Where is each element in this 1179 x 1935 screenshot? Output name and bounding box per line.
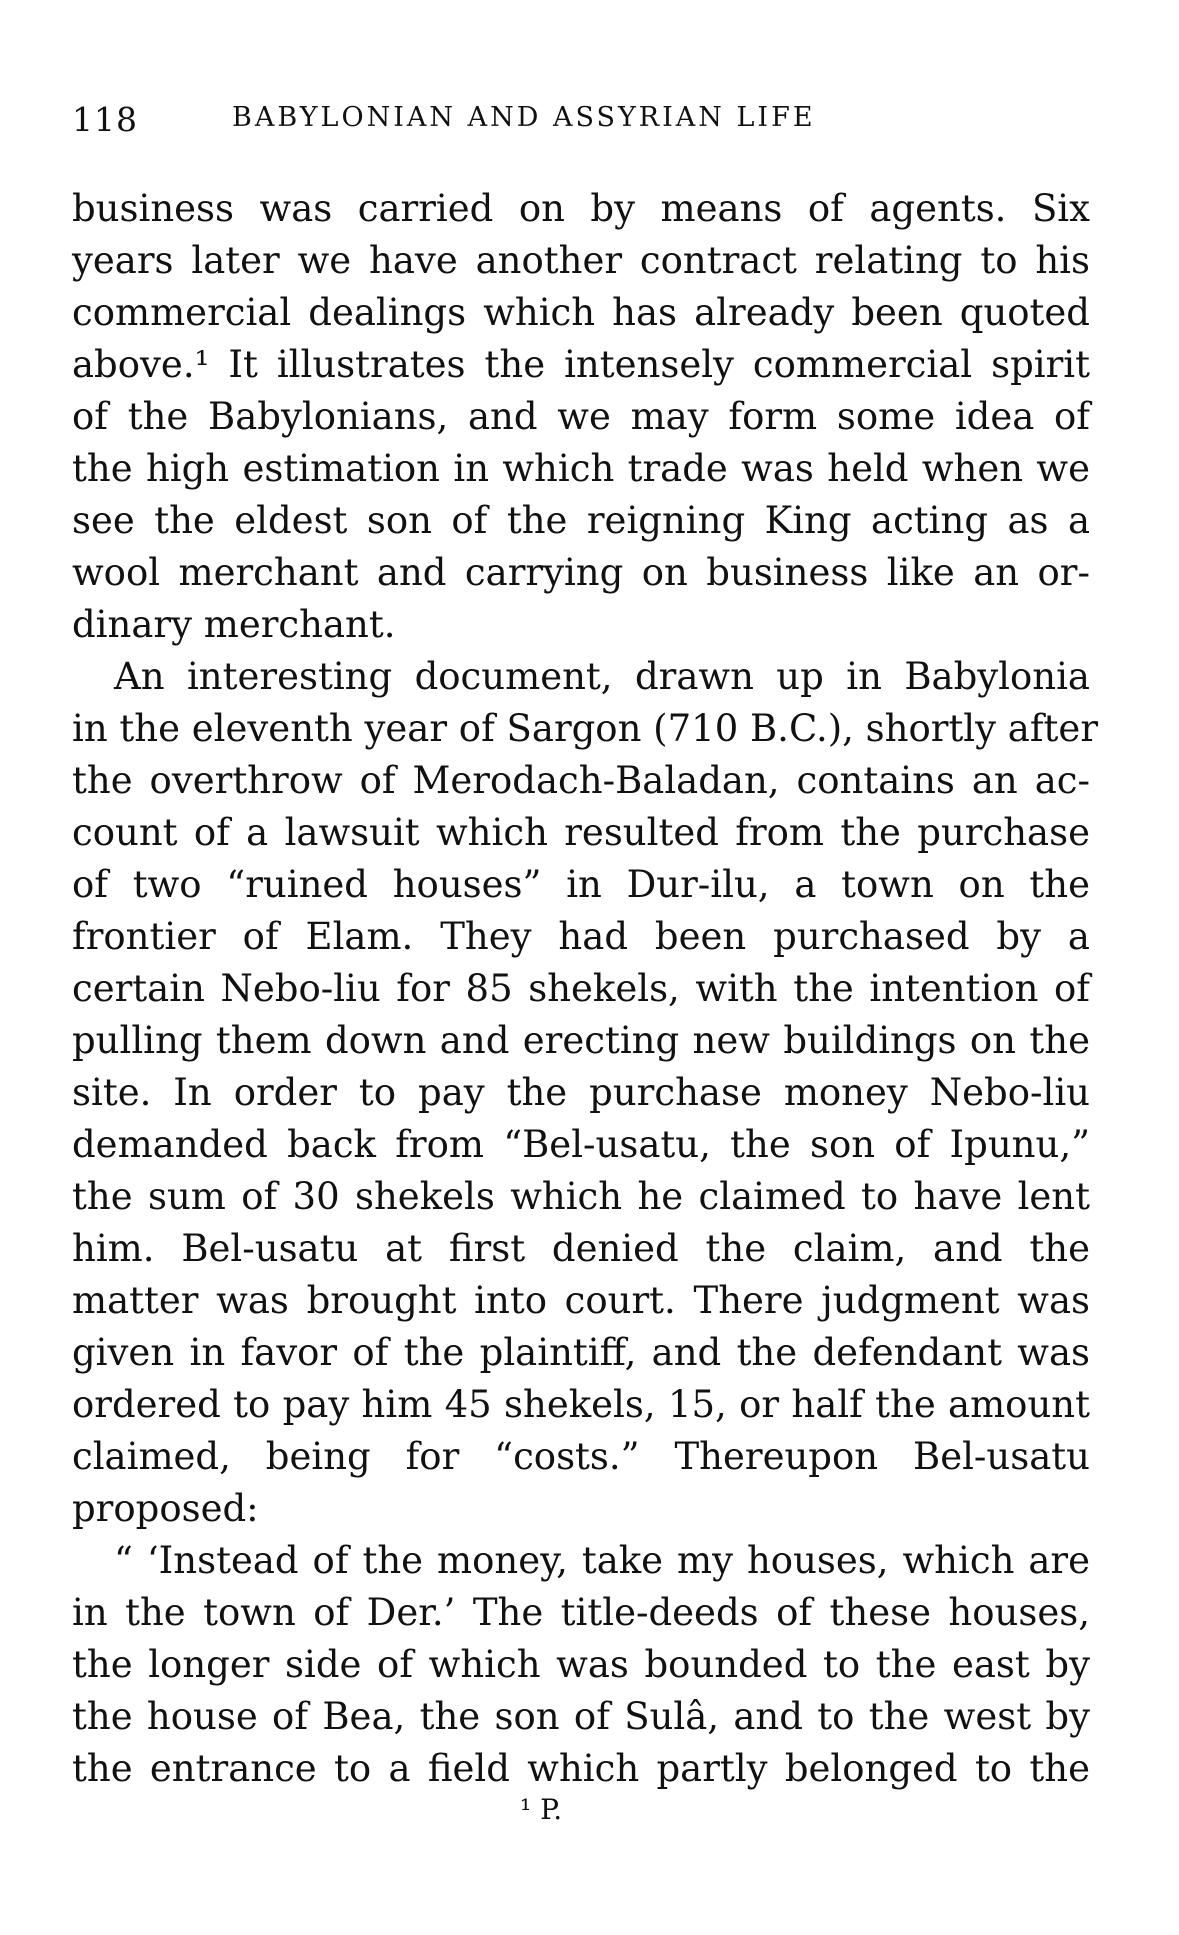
text-line: certain Nebo-liu for 85 shekels, with the intention of xyxy=(72,967,1090,1010)
body-text xyxy=(72,183,1099,1795)
text-line: him. Bel-usatu at first denied the claim, and the xyxy=(72,1227,1090,1270)
text-line: frontier of Elam. They had been purchased by a xyxy=(72,915,1090,958)
text-line: given in favor of the plaintiff, and the defendant was xyxy=(72,1331,1090,1374)
text-line: demanded back from “Bel-usatu, the son of Ipunu,” xyxy=(72,1123,1090,1166)
text-line: commercial dealings which has already been quoted xyxy=(72,291,1090,334)
text-line: the high estimation in which trade was held when we xyxy=(72,447,1090,490)
page-header xyxy=(72,100,1072,150)
text-line: the overthrow of Merodach-Baladan, contains an ac- xyxy=(72,759,1090,802)
text-line: An interesting document, drawn up in Babylonia xyxy=(114,655,1090,698)
text-line: the sum of 30 shekels which he claimed to have lent xyxy=(72,1175,1090,1218)
text-line: above.¹ It illustrates the intensely commercial spirit xyxy=(72,343,1090,386)
footnote: ¹ P. xyxy=(520,1793,563,1826)
text-line: “ ‘Instead of the money, take my houses, which are xyxy=(114,1539,1090,1582)
text-line: site. In order to pay the purchase money Nebo-liu xyxy=(72,1071,1090,1114)
text-line: in the town of Der.’ The title-deeds of these houses, xyxy=(72,1591,1090,1634)
text-line: ordered to pay him 45 shekels, 15, or half the amount xyxy=(72,1383,1090,1426)
text-line: years later we have another contract relating to his xyxy=(72,239,1090,282)
text-line: of two “ruined houses” in Dur-ilu, a town on the xyxy=(72,863,1090,906)
text-line: the house of Bea, the son of Sulâ, and to the west by xyxy=(72,1695,1090,1738)
text-line: matter was brought into court. There judgment was xyxy=(72,1279,1090,1322)
text-line: the longer side of which was bounded to the east by xyxy=(72,1643,1090,1686)
text-line: see the eldest son of the reigning King acting as a xyxy=(72,499,1090,542)
text-line: wool merchant and carrying on business like an or- xyxy=(72,551,1090,594)
text-line: count of a lawsuit which resulted from the purchase xyxy=(72,811,1090,854)
page-number: 118 xyxy=(72,100,138,139)
text-line: in the eleventh year of Sargon (710 B.C.), shortly after xyxy=(72,707,1099,750)
text-line: dinary merchant. xyxy=(72,603,396,646)
text-line: pulling them down and erecting new buildings on the xyxy=(72,1019,1090,1062)
running-title: BABYLONIAN AND ASSYRIAN LIFE xyxy=(232,102,816,133)
text-line: proposed: xyxy=(72,1487,259,1530)
text-line: claimed, being for “costs.” Thereupon Bel-usatu xyxy=(72,1435,1090,1478)
text-line: the entrance to a field which partly belonged to the xyxy=(72,1747,1090,1790)
text-line: business was carried on by means of agents. Six xyxy=(72,187,1090,230)
text-line: of the Babylonians, and we may form some idea of xyxy=(72,395,1090,438)
